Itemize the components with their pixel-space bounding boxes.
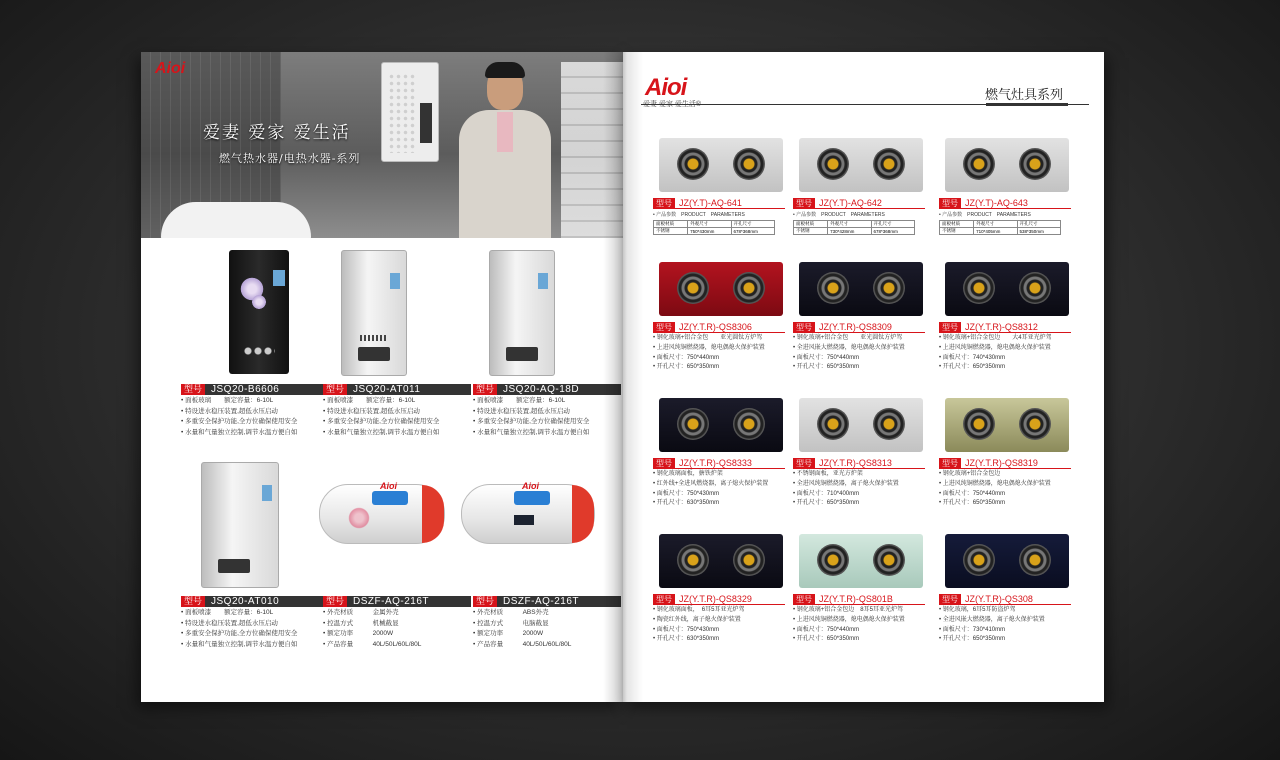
- cooktop-image: [793, 256, 925, 322]
- product-image: [181, 454, 329, 594]
- spec-line: • 水量和气量独立控制,调节水温方便自如: [181, 428, 298, 436]
- model-name: JSQ20-B6606: [205, 384, 329, 395]
- model-name: DSZF-AQ-216T: [347, 596, 471, 607]
- spec-line: • 开孔尺寸：650*350mm: [939, 364, 1006, 371]
- spec-line: • 面板尺寸：740*430mm: [939, 354, 1006, 361]
- spec-line: • 开孔尺寸：630*350mm: [653, 500, 720, 507]
- model-name: JZ(Y.T.R)-QS8333: [675, 458, 785, 469]
- model-name: JSQ20-AQ-18D: [497, 384, 621, 395]
- params-table: [939, 220, 1061, 235]
- burner-icon: [733, 272, 765, 304]
- spec-line: • 全进风纯铜燃烧器，离子熄火保护装置: [793, 480, 899, 487]
- model-name: JZ(Y.T.R)-QS8312: [961, 322, 1071, 333]
- spec-line: • 产品容量 40L/50L/60L/80L: [323, 640, 422, 648]
- params-table: [653, 220, 775, 235]
- banner-heater-graphic: [381, 62, 439, 162]
- params-label: • 产品参数 PRODUCT PARAMETERS: [793, 212, 885, 218]
- spec-line: • 全进风嵌大燃烧器，熄电偶熄火保护装置: [793, 344, 905, 351]
- spec-line: • 开孔尺寸：650*350mm: [939, 500, 1006, 507]
- spec-line: • 面板尺寸：750*440mm: [939, 490, 1006, 497]
- spec-line: • 面板尺寸：750*440mm: [653, 354, 720, 361]
- spec-line: • 上进风纯铜燃烧器，熄电偶熄火保护装置: [939, 480, 1051, 487]
- spec-line: • 面板喷漆 额定容量：6-10L: [181, 609, 274, 616]
- model-name: JZ(Y.T)-AQ-642: [815, 198, 925, 209]
- cooktop-image: [793, 132, 925, 198]
- burner-icon: [873, 408, 905, 440]
- model-tag: 型号: [473, 596, 497, 607]
- model-name: JSQ20-AT010: [205, 596, 329, 607]
- brochure-left-page: [141, 52, 623, 702]
- model-tag: 型号: [939, 322, 961, 333]
- burner-icon: [677, 544, 709, 576]
- model-tag: 型号: [323, 384, 347, 395]
- model-tag: 型号: [653, 322, 675, 333]
- burner-icon: [873, 544, 905, 576]
- model-name: JZ(Y.T.R)-QS801B: [815, 594, 925, 605]
- tank-brand: Aioi: [380, 481, 397, 491]
- spec-line: • 钢化玻璃+铝合金包 亚光圆钛方炉驾: [653, 335, 763, 341]
- params-header-cell: 面板材质: [940, 221, 974, 228]
- model-tag: 型号: [939, 458, 961, 469]
- cooktop-card: [793, 256, 925, 372]
- params-value-cell: 678*368mm: [871, 228, 914, 235]
- model-name: JZ(Y.T.R)-QS308: [961, 594, 1071, 605]
- spec-line: • 开孔尺寸：650*350mm: [793, 500, 860, 507]
- brand-logo: Aioi: [645, 74, 687, 101]
- spec-line: • 外壳材质 金属外壳: [323, 609, 399, 616]
- spec-line: • 面板尺寸：730*410mm: [939, 626, 1006, 633]
- spec-line: • 钢化玻璃+铝合金包 亚光圆钛方炉驾: [793, 335, 903, 341]
- model-tag: 型号: [323, 596, 347, 607]
- spec-line: • 面板喷漆 额定容量：6-10L: [473, 397, 566, 404]
- model-tag: 型号: [181, 596, 205, 607]
- spec-line: • 多重安全保护功能,全方位确保使用安全: [181, 418, 298, 426]
- spec-line: • 特设进水稳压装置,超低水压启动: [181, 619, 278, 627]
- spec-line: • 特设进水稳压装置,超低水压启动: [473, 407, 570, 415]
- model-tag: 型号: [939, 198, 961, 209]
- product-image: [323, 242, 471, 382]
- spec-line: • 上进风纯铜燃烧器，熄电偶熄火保护装置: [653, 344, 765, 351]
- model-name: JSQ20-AT011: [347, 384, 471, 395]
- product-card: [473, 454, 621, 649]
- spec-line: • 红外线+全进风燃烧器，离子熄火保护装置: [653, 480, 769, 487]
- towel-shelf-graphic: [561, 62, 623, 238]
- product-card: [323, 242, 471, 437]
- params-label: • 产品参数 PRODUCT PARAMETERS: [653, 212, 745, 218]
- cooktop-card: [793, 132, 925, 235]
- spec-line: • 开孔尺寸：630*350mm: [653, 636, 720, 643]
- spec-line: • 开孔尺寸：650*350mm: [793, 364, 860, 371]
- params-value-cell: 538*350mm: [1017, 228, 1060, 235]
- spec-line: • 钢化玻璃，6耳5耳防盗炉驾: [939, 607, 1016, 613]
- burner-icon: [963, 544, 995, 576]
- spec-line: • 特设进水稳压装置,超低水压启动: [323, 407, 420, 415]
- cooktop-card: [653, 392, 785, 508]
- cooktop-card: [653, 528, 785, 644]
- product-card: [181, 242, 329, 437]
- section-title: 燃气灶具系列: [985, 87, 1064, 102]
- product-card: [473, 242, 621, 437]
- product-image: [181, 242, 329, 382]
- cooktop-card: [939, 392, 1071, 508]
- cooktop-card: [653, 132, 785, 235]
- model-name: JZ(Y.T.R)-QS8319: [961, 458, 1071, 469]
- model-name: JZ(Y.T.R)-QS8313: [815, 458, 925, 469]
- spec-line: • 开孔尺寸：650*350mm: [939, 636, 1006, 643]
- spec-line: • 面板尺寸：710*400mm: [793, 490, 860, 497]
- model-tag: 型号: [793, 198, 815, 209]
- model-tag: 型号: [181, 384, 205, 395]
- params-label: • 产品参数 PRODUCT PARAMETERS: [939, 212, 1031, 218]
- spec-line: • 钢化玻璃+铝合金包边 大4耳亚光炉驾: [939, 335, 1052, 341]
- spec-line: • 面板喷漆 额定容量：6-10L: [323, 397, 416, 404]
- burner-icon: [873, 272, 905, 304]
- cooktop-image: [939, 528, 1071, 594]
- model-tag: 型号: [653, 198, 675, 209]
- cooktop-card: [793, 392, 925, 508]
- params-value-cell: 678*368mm: [731, 228, 774, 235]
- params-value-cell: 750*430mm: [688, 228, 731, 235]
- model-tag: 型号: [793, 594, 815, 605]
- spec-line: • 钢化玻璃面板，搪铁炉架: [653, 471, 723, 477]
- banner-slogan: 爱妻 爱家 爱生活: [203, 123, 351, 143]
- title-underline: [986, 103, 1068, 106]
- spec-line: • 上进风纯铜燃烧器，熄电偶熄火保护装置: [939, 344, 1051, 351]
- params-header-cell: 面板材质: [794, 221, 828, 228]
- burner-icon: [1019, 272, 1051, 304]
- params-value-cell: 不锈钢: [794, 228, 828, 235]
- spec-line: • 控温方式 机械截显: [323, 619, 399, 627]
- bathtub-graphic: [161, 202, 311, 238]
- hero-banner: [141, 52, 623, 238]
- spec-line: • 全进风嵌大燃烧器，离子熄火保护装置: [939, 616, 1045, 623]
- model-tag: 型号: [939, 594, 961, 605]
- model-tag: 型号: [653, 458, 675, 469]
- spec-line: • 控温方式 电脑截显: [473, 619, 549, 627]
- cooktop-card: [653, 256, 785, 372]
- params-header-cell: 开孔尺寸: [731, 221, 774, 228]
- model-name: JZ(Y.T)-AQ-641: [675, 198, 785, 209]
- burner-icon: [677, 408, 709, 440]
- cooktop-image: [653, 132, 785, 198]
- product-image: [473, 242, 621, 382]
- model-name: DSZF-AQ-216T: [497, 596, 621, 607]
- burner-icon: [963, 408, 995, 440]
- cooktop-image: [939, 256, 1071, 322]
- params-value-cell: 730*428mm: [828, 228, 871, 235]
- burner-icon: [1019, 148, 1051, 180]
- model-tag: 型号: [793, 458, 815, 469]
- burner-icon: [963, 148, 995, 180]
- burner-icon: [817, 272, 849, 304]
- product-image: [473, 454, 621, 594]
- cooktop-image: [793, 528, 925, 594]
- cooktop-image: [939, 392, 1071, 458]
- spec-line: • 多重安全保护功能,全方位确保使用安全: [181, 630, 298, 638]
- cooktop-card: [793, 528, 925, 644]
- spec-line: • 水量和气量独立控制,调节水温方便自如: [181, 640, 298, 648]
- params-value-cell: 不锈钢: [940, 228, 974, 235]
- spec-line: • 钢化玻璃+铝合金包边 8耳5耳亚光炉驾: [793, 607, 903, 613]
- spec-line: • 不锈钢面板，亚光方炉架: [793, 471, 863, 477]
- params-value-cell: 不锈钢: [654, 228, 688, 235]
- spec-line: • 特设进水稳压装置,超低水压启动: [181, 407, 278, 415]
- product-card: [323, 454, 471, 649]
- spec-line: • 额定功率 2000W: [473, 630, 544, 638]
- spec-line: • 水量和气量独立控制,调节水温方便自如: [323, 428, 440, 436]
- burner-icon: [1019, 544, 1051, 576]
- params-header-cell: 开孔尺寸: [1017, 221, 1060, 228]
- spec-line: • 陶瓷红外线，离子熄火保护装置: [653, 616, 741, 623]
- burner-icon: [677, 148, 709, 180]
- burner-icon: [817, 148, 849, 180]
- params-header-cell: 外观尺寸: [828, 221, 871, 228]
- burner-icon: [817, 408, 849, 440]
- spec-line: • 面板尺寸：750*430mm: [653, 626, 720, 633]
- model-name: JZ(Y.T)-AQ-643: [961, 198, 1071, 209]
- params-table: [793, 220, 915, 235]
- burner-icon: [873, 148, 905, 180]
- burner-icon: [677, 272, 709, 304]
- banner-subtitle: 燃气热水器/电热水器-系列: [219, 152, 361, 165]
- spec-line: • 开孔尺寸：650*350mm: [653, 364, 720, 371]
- cooktop-image: [653, 392, 785, 458]
- cooktop-image: [939, 132, 1071, 198]
- spec-line: • 钢化玻璃面板， 6耳5耳亚光炉驾: [653, 607, 745, 613]
- spec-line: • 水量和气量独立控制,调节水温方便自如: [473, 428, 590, 436]
- brochure-right-page: [623, 52, 1104, 702]
- burner-icon: [733, 148, 765, 180]
- spec-line: • 面板尺寸：750*440mm: [793, 354, 860, 361]
- params-header-cell: 开孔尺寸: [871, 221, 914, 228]
- burner-icon: [817, 544, 849, 576]
- model-name: JZ(Y.T.R)-QS8306: [675, 322, 785, 333]
- product-card: [181, 454, 329, 649]
- cooktop-image: [793, 392, 925, 458]
- burner-icon: [963, 272, 995, 304]
- spec-line: • 多重安全保护功能,全方位确保使用安全: [323, 418, 440, 426]
- brand-logo-small: Aioi: [155, 60, 186, 77]
- params-header-cell: 面板材质: [654, 221, 688, 228]
- model-name: JZ(Y.T.R)-QS8309: [815, 322, 925, 333]
- spec-line: • 开孔尺寸：650*350mm: [793, 636, 860, 643]
- product-image: [323, 454, 471, 594]
- params-value-cell: 710*405mm: [974, 228, 1017, 235]
- model-tag: 型号: [653, 594, 675, 605]
- burner-icon: [1019, 408, 1051, 440]
- spec-line: • 外壳材质 ABS外壳: [473, 609, 549, 616]
- spec-line: • 面板尺寸：750*440mm: [793, 626, 860, 633]
- tank-brand: Aioi: [522, 481, 539, 491]
- burner-icon: [733, 544, 765, 576]
- spec-line: • 额定功率 2000W: [323, 630, 394, 638]
- burner-icon: [733, 408, 765, 440]
- model-name: JZ(Y.T.R)-QS8329: [675, 594, 785, 605]
- model-tag: 型号: [473, 384, 497, 395]
- spec-line: • 上进风纯铜燃烧器，熄电偶熄火保护装置: [793, 616, 905, 623]
- spokesperson-photo: [459, 60, 551, 238]
- cooktop-card: [939, 256, 1071, 372]
- cooktop-card: [939, 132, 1071, 235]
- spec-line: • 面板尺寸：750*430mm: [653, 490, 720, 497]
- spec-line: • 产品容量 40L/50L/60L/80L: [473, 640, 572, 648]
- spec-line: • 钢化玻璃+铝合金包边: [939, 471, 1001, 477]
- cooktop-image: [653, 528, 785, 594]
- model-tag: 型号: [793, 322, 815, 333]
- spec-line: • 多重安全保护功能,全方位确保使用安全: [473, 418, 590, 426]
- params-header-cell: 外观尺寸: [688, 221, 731, 228]
- cooktop-image: [653, 256, 785, 322]
- cooktop-card: [939, 528, 1071, 644]
- params-header-cell: 外观尺寸: [974, 221, 1017, 228]
- spec-line: • 面板玻璃 额定容量：6-10L: [181, 397, 274, 404]
